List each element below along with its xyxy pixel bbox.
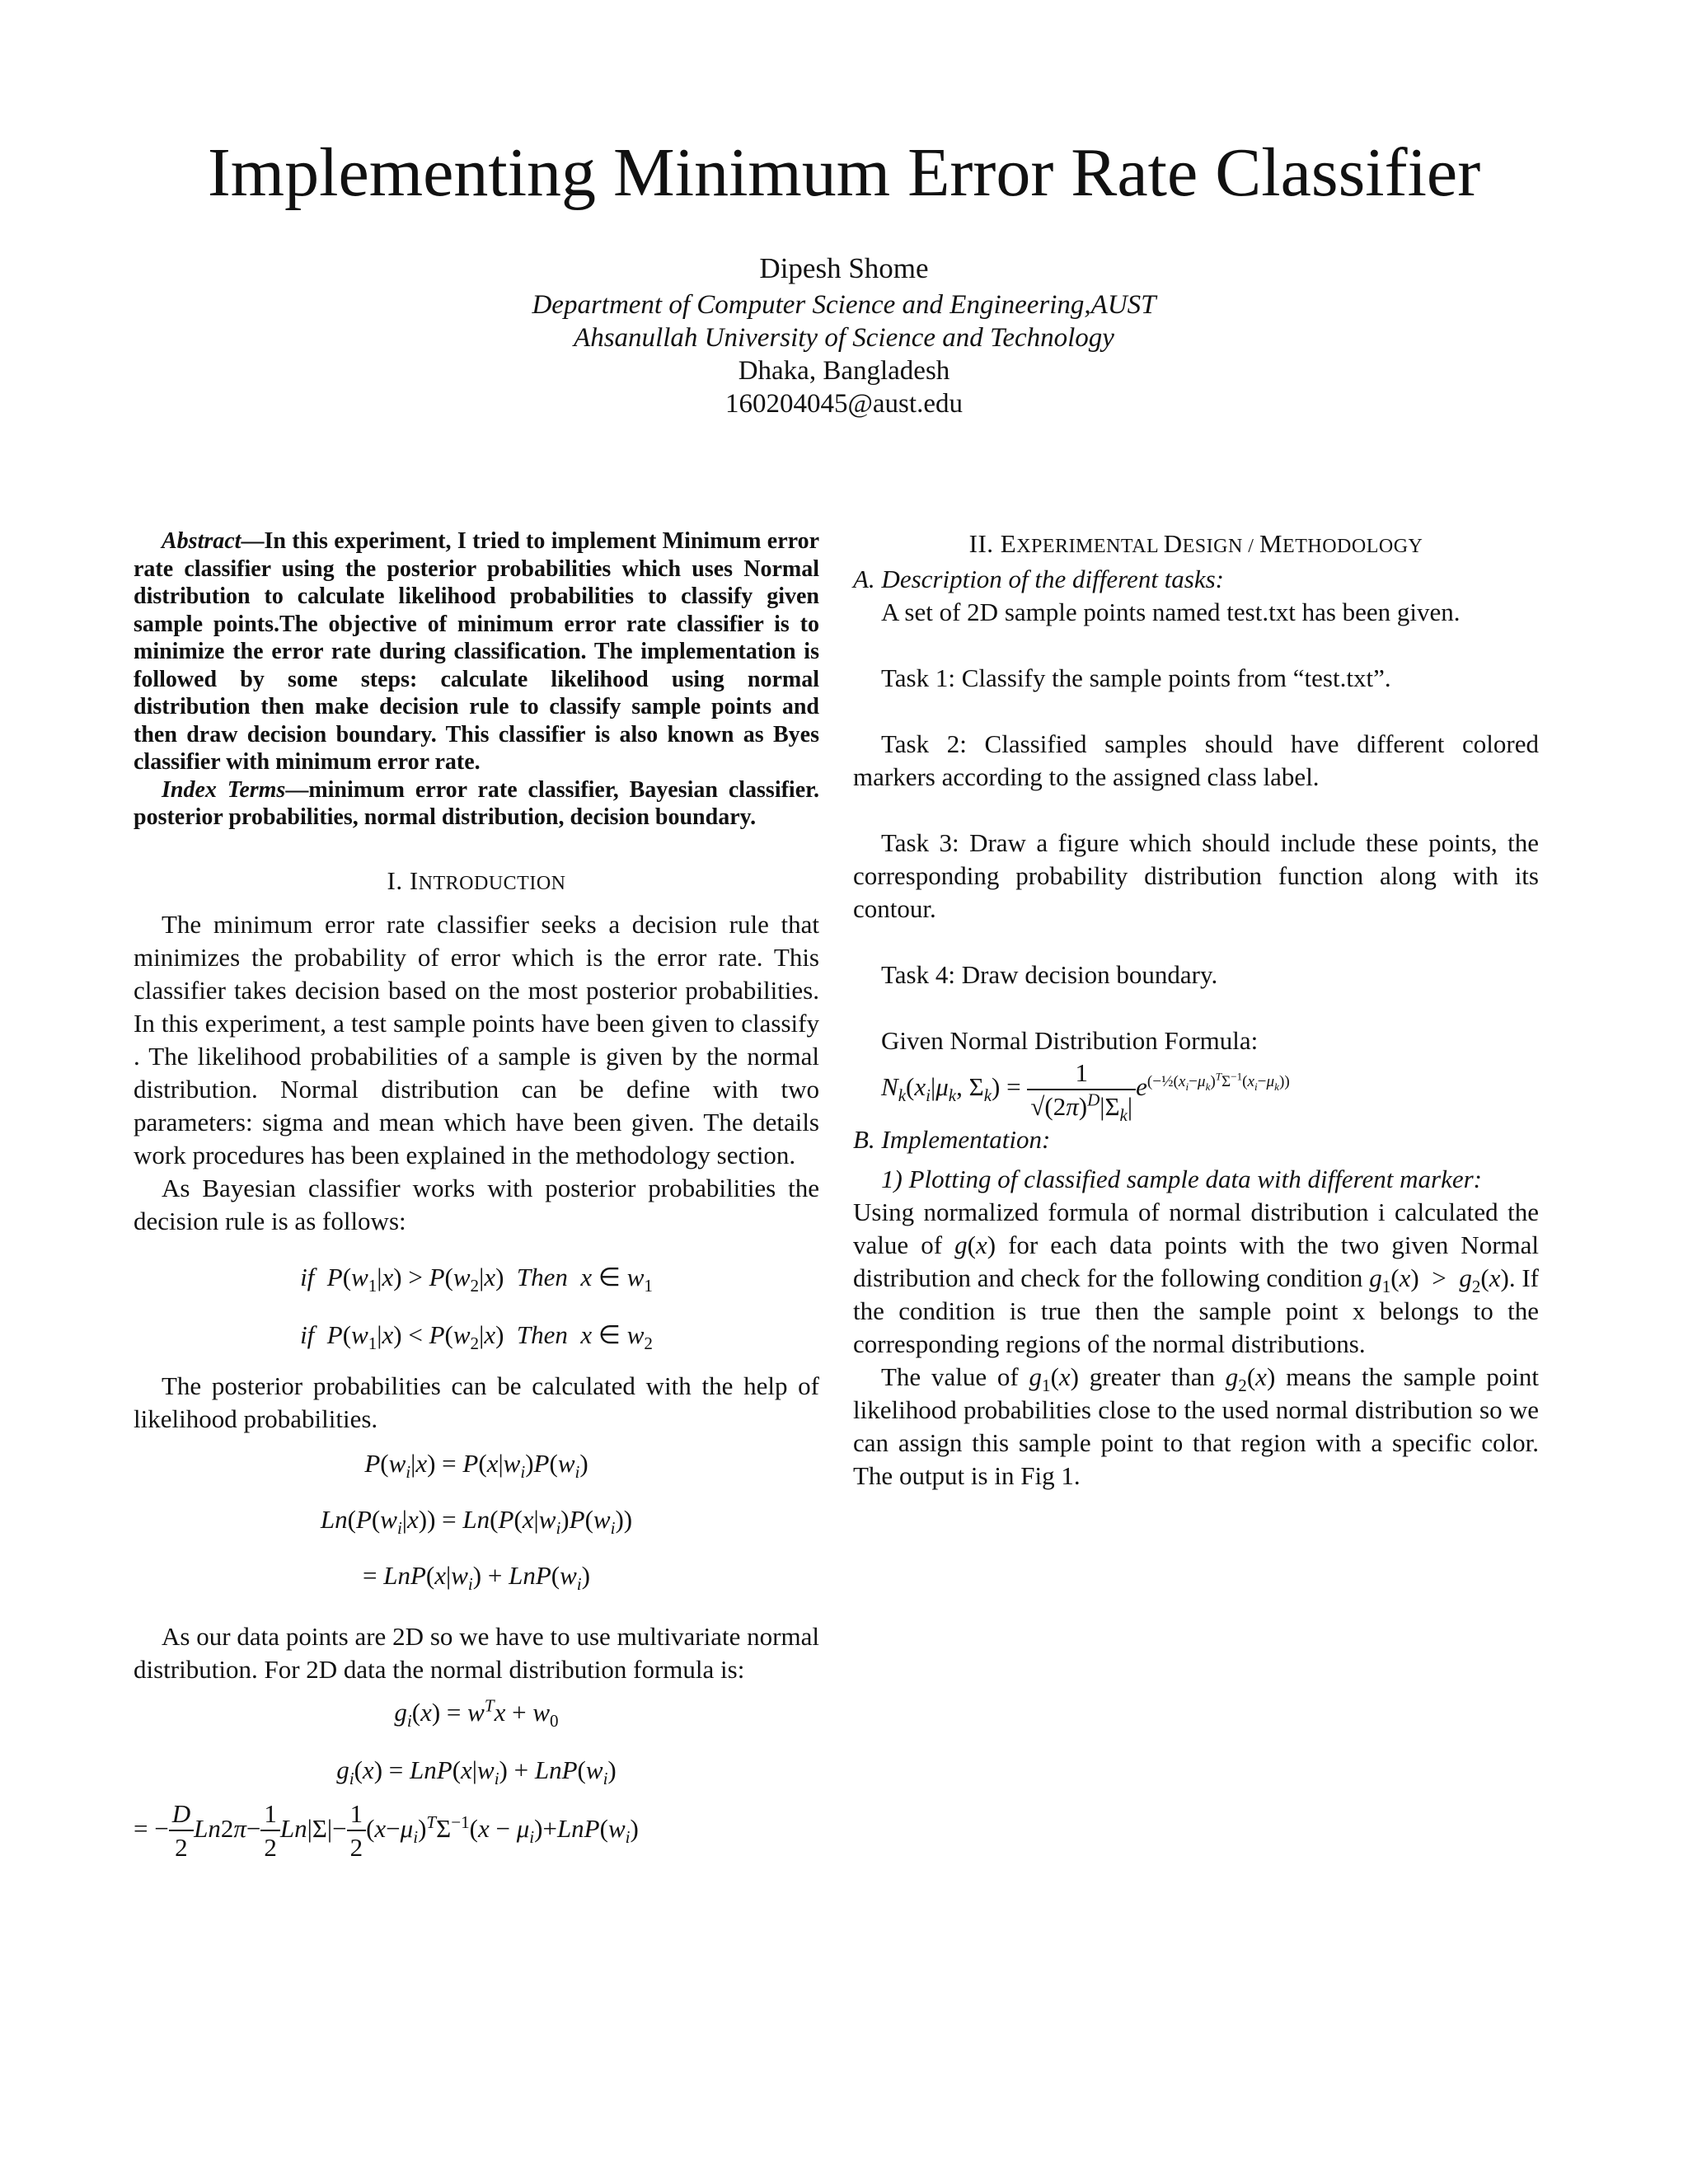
intro-paragraph-1: The minimum error rate classifier seeks a decision rule that minimizes the probability of error which is the error rate. This classifier takes decision based on the most posterior probabilities. In this experiment, a test sample points have been given to classify . The likelihood probabilities of a sample is given by the normal distribution. Normal distribution can be define with two parameters: sigma and mean which have been given. The details work procedures has been explained in the methodology section. [134,909,819,1169]
heading-initial: E [1000,529,1017,558]
section-heading-methodology [853,527,1539,563]
index-terms-text: —minimum error rate classifier, Bayesian classifier. posterior probabilities, normal distribution, decision boundary. [134,776,819,830]
text-run: greater than [1089,1362,1215,1391]
heading-initial: D [1163,529,1183,558]
abstract-text: —In this experiment, I tried to implement Minimum error rate classifier using the posterior probabilities which uses Normal distribution to calculate likelihood probabilities to classify given sample points.The objective of minimum error rate classifier is to minimize the error rate during classification. The implementation is followed by some steps: calculate likelihood using normal distribution then make decision rule to classify sample points and then draw decision boundary. This classifier is also known as Byes classifier with minimum error rate. [134,528,819,775]
abstract [134,527,819,776]
implementation-paragraph-1: Using normalized formula of normal distribution i calculated the value of g(x) for each data points with the two given Normal distribution and check for the following condition $g_1(x) > g_2(x)$. If the condition is true then the sample point x belongs to the corresponding regions of the normal distributions. [853,1197,1540,1358]
formula-label: Given Normal Distribution Formula: [881,1026,1259,1055]
decision-rule-1: if $P(w_1|x) > P(w_2|x)$ Then x ∈ $w_1$ [300,1262,653,1296]
intro-paragraph-4: As our data points are 2D so we have to use multivariate normal distribution. For 2D data the normal distribution formula is: [134,1621,819,1684]
heading-rest: ESIGN / [1182,536,1259,557]
intro-paragraph-3: The posterior probabilities can be calculated with the help of likelihood probabilities. [134,1371,819,1433]
index-terms-label: Index Terms [162,776,286,803]
section-number: I. [387,865,410,895]
heading-rest: NTRODUCTION [418,872,566,894]
university: Ahsanullah University of Science and Technology [574,323,1114,353]
heading-initial: I [409,865,419,895]
task-3: Task 3: Draw a figure which should include these points, the corresponding probability distribution function along with its contour. [853,828,1539,923]
bayes-equation: $P(w_i|x) = P(x|w_i)P(w_i)$ [364,1448,588,1482]
linear-discriminant-equation: $g_i(x) = w^Tx + w_0$ [394,1695,559,1731]
author-name: Dipesh Shome [759,252,929,284]
location: Dhaka, Bangladesh [738,356,950,386]
text-run: . If the condition is true then the sample point x belongs to the corresponding regions of the normal distributions. [853,1263,1540,1358]
discriminant-equation: $g_i(x) = LnP(x|w_i) + LnP(w_i)$ [336,1755,617,1788]
paper-title: Implementing Minimum Error Rate Classifier [207,134,1481,211]
abstract-label: Abstract [162,528,241,554]
heading-rest: XPERIMENTAL [1016,536,1164,557]
normal-distribution-formula: $N_k(x_i|\mu_k$, $\Sigma_k$) = $\frac{1}{√(2\pi)^D|\Sigma_k|}$ $e^{(-\frac{1}{2}(x_i-\mu_k)^T\Sigma^{-1}(x_i-\mu_k))}$ [881,1058,1290,1126]
author-affiliation [0,288,1688,420]
text-run: Using normalized formula of normal distribution i calculated the value of [853,1197,1539,1259]
log-bayes-equation: $Ln(P(w_i|x)) = Ln(P(x|w_i)P(w_i))$ [320,1504,633,1538]
implementation-paragraph-2: The value of $g_1(x)$ greater than $g_2(x)$ means the sample point likelihood probabilities close to the used normal distribution so we can assign this sample point to that region with a specific color. The output is in Fig 1. [853,1362,1540,1490]
intro-paragraph-2: As Bayesian classifier works with posterior probabilities the decision rule is as follows: [134,1173,819,1235]
left-column [134,527,819,1864]
text-run: means the sample point likelihood probabilities close to the used normal distribution so we can assign this sample point to that region with a specific color. The output is in Fig 1. [853,1362,1540,1490]
text-run: The value of [881,1362,1019,1391]
text-run: for each data points with the two given Normal distribution and check for the following condition [853,1230,1540,1292]
heading-initial: M [1259,529,1283,558]
section-heading-introduction [134,865,819,900]
log-sum-equation: = $LnP(x|w_i) + LnP(w_i)$ [363,1560,590,1594]
expanded-discriminant-equation: = − $\frac{D}{2}$ Ln2π− $\frac{1}{2}$ Ln|Σ|− $\frac{1}{2}$ $(x-\mu_i)^T\Sigma^{-1}(x - \mu_i)+LnP(w_i)$ [134,1798,639,1862]
decision-rule-2: if $P(w_1|x) < P(w_2|x)$ Then x ∈ $w_2$ [300,1319,653,1353]
subsection-a-heading: A. Description of the different tasks: [853,565,1224,593]
index-terms [134,776,819,832]
heading-rest: ETHODOLOGY [1282,536,1423,557]
tasks-intro: A set of 2D sample points named test.txt has been given. [881,598,1461,626]
implementation-subheading: 1) Plotting of classified sample data with different marker: [881,1165,1482,1193]
department: Department of Computer Science and Engineering,AUST [532,290,1156,320]
section-number: II. [968,529,1001,558]
right-column [853,527,1539,1493]
task-2: Task 2: Classified samples should have different colored markers according to the assigned class label. [853,729,1539,791]
subsection-b-heading: B. Implementation: [853,1125,1051,1154]
task-4: Task 4: Draw decision boundary. [881,960,1218,989]
task-1: Task 1: Classify the sample points from “test.txt”. [881,663,1391,692]
email: 160204045@aust.edu [725,389,963,419]
